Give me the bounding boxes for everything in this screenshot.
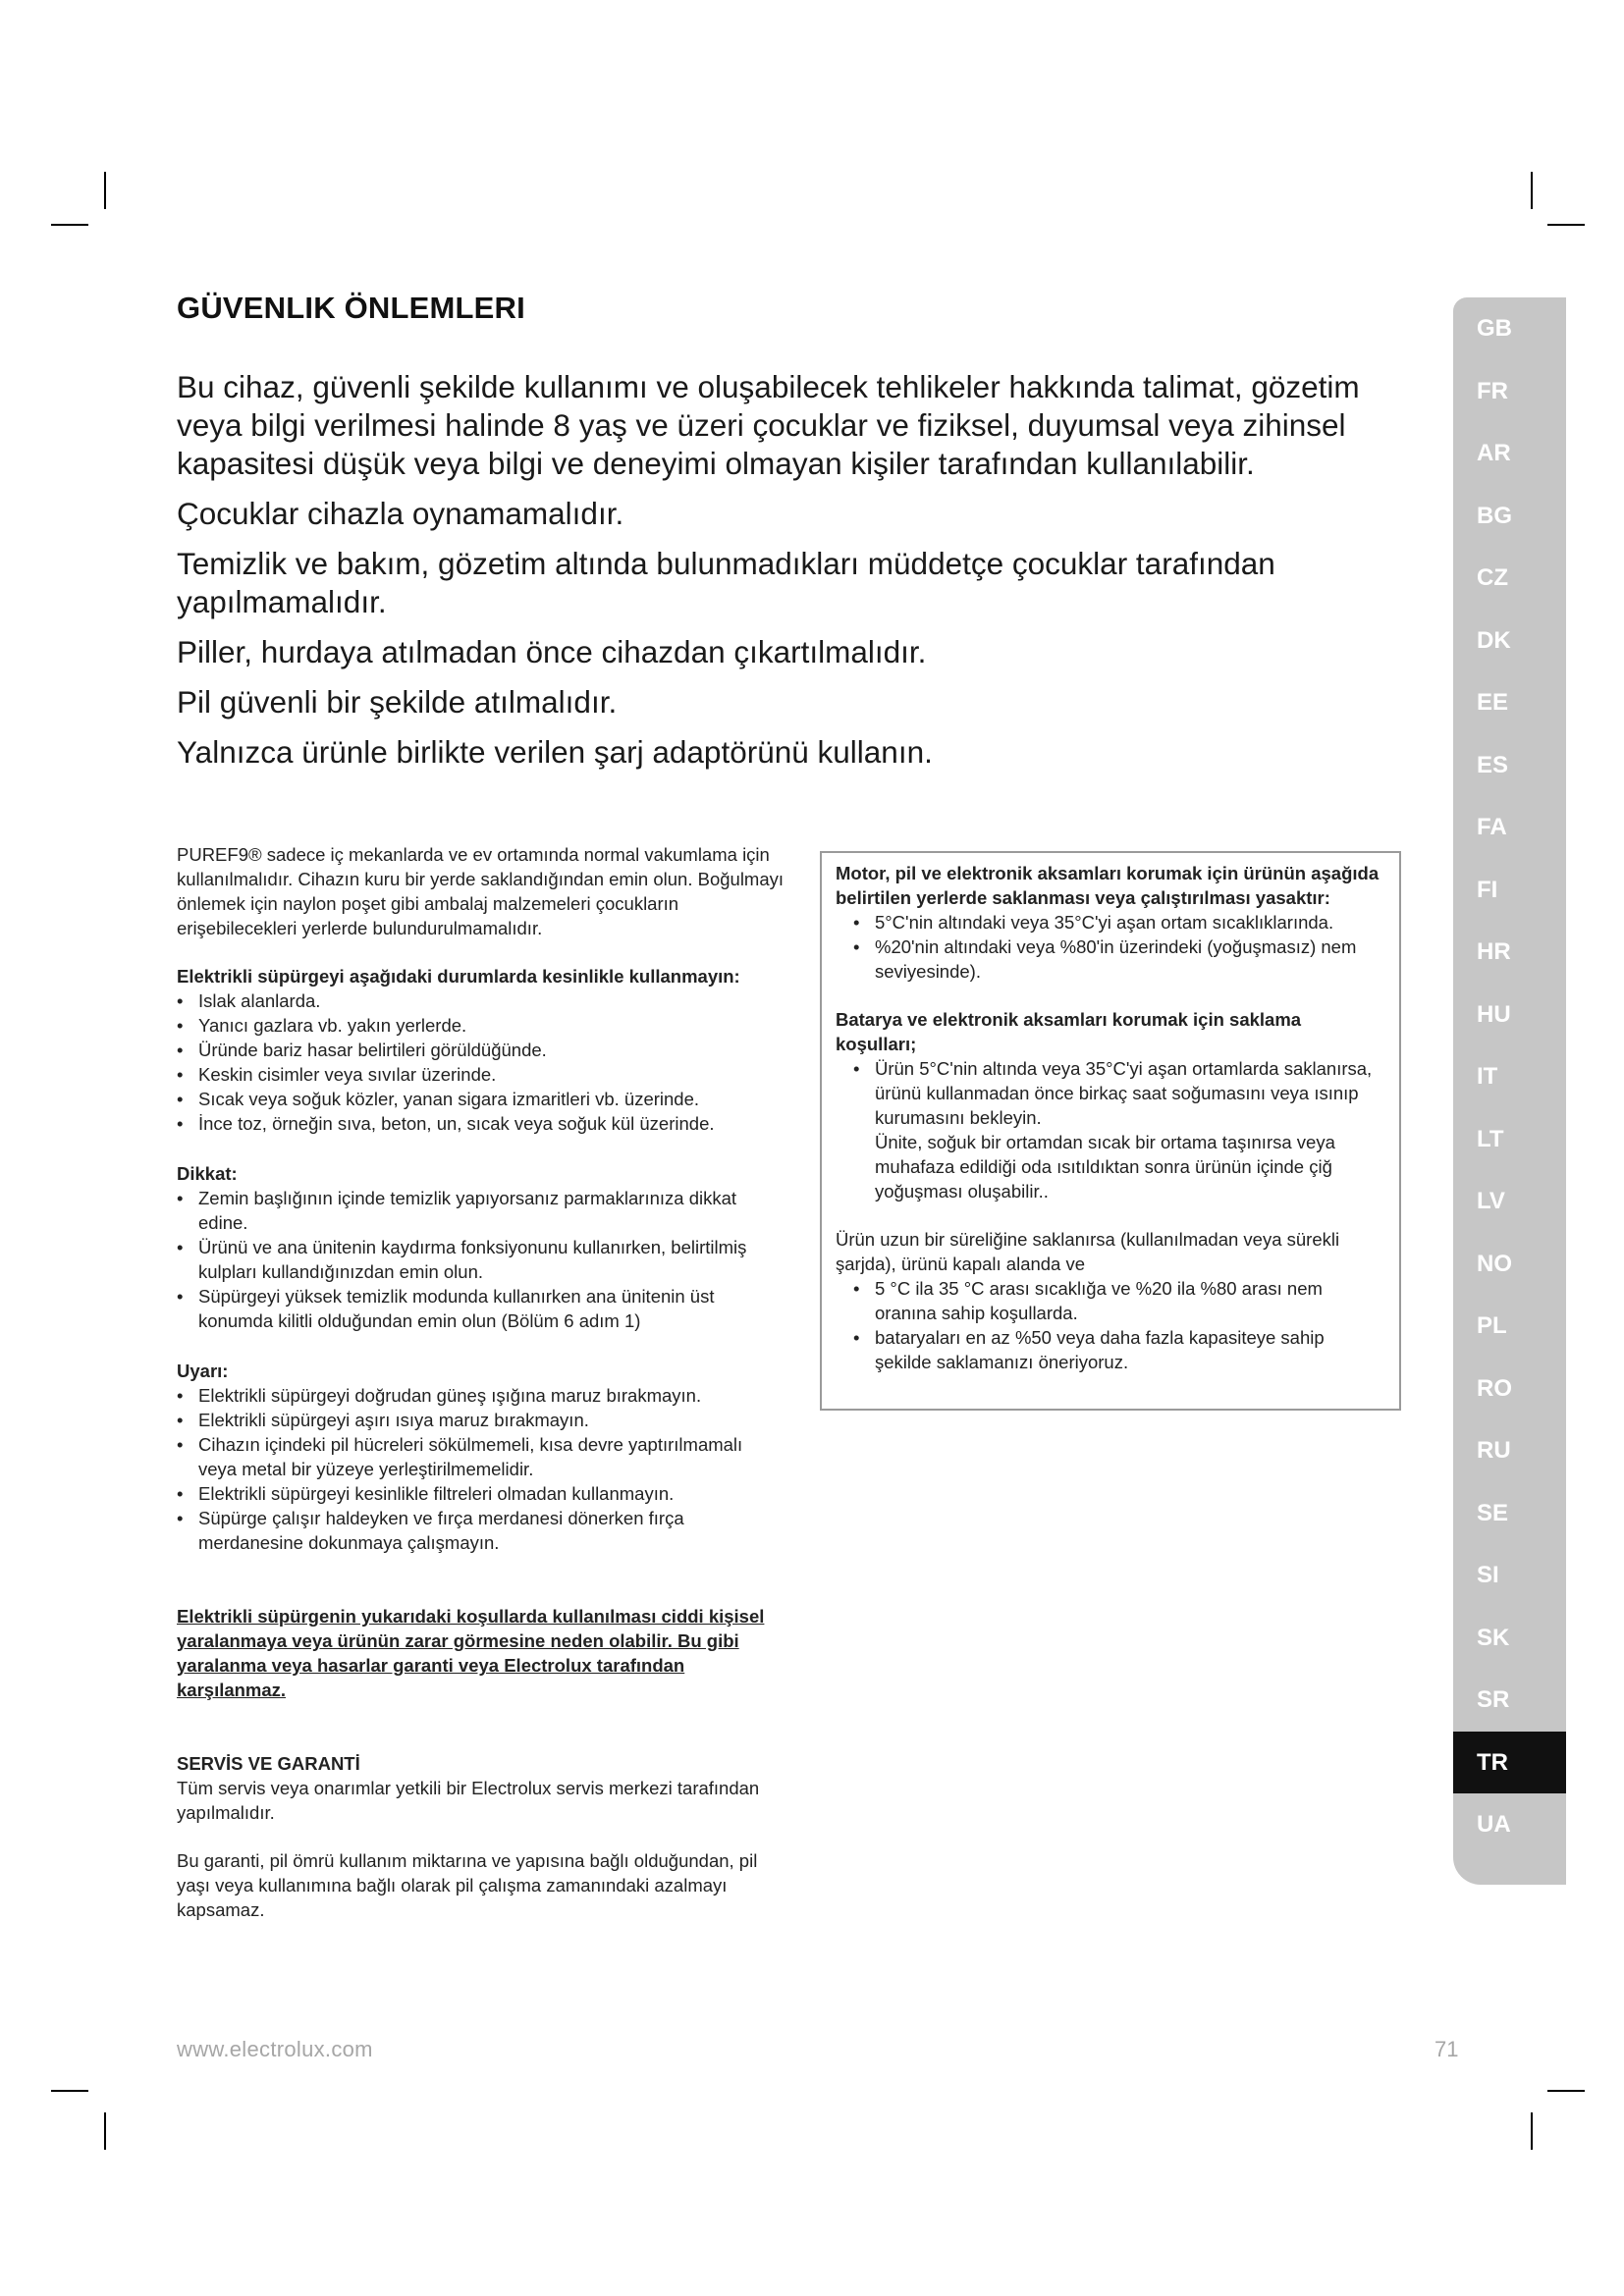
language-tab-ru[interactable]: RU [1477,1437,1511,1464]
page-title: GÜVENLIK ÖNLEMLERI [177,291,525,325]
warning-heading: Uyarı: [177,1361,229,1381]
crop-mark [1531,172,1533,209]
list-item: • Süpürgeyi yüksek temizlik modunda kullanırken ana ünitenin üst konumda kilitli olduğundan emin olun (Bölüm 6 adım 1) [177,1284,785,1333]
caution-heading: Dikkat: [177,1163,238,1184]
service-heading: SERVİS VE GARANTİ [177,1753,360,1774]
left-column [177,842,785,1922]
list-item: • 5 °C ila 35 °C arası sıcaklığa ve %20 ila %80 arası nem oranına sahip koşullarda. [853,1276,1385,1325]
intro-paragraph: Yalnızca ürünle birlikte verilen şarj adaptörünü kullanın. [177,734,933,770]
crop-mark [1531,2112,1533,2150]
language-tab-ee[interactable]: EE [1477,689,1509,716]
crop-mark [51,224,88,226]
intro-paragraph: Pil güvenli bir şekilde atılmalıdır. [177,684,618,720]
list-item: • Ürün 5°C'nin altında veya 35°C'yi aşan ortamlarda saklanırsa, ürünü kullanmadan önce birkaç saat soğumasını veya ısınıp kurumasını bekleyin. [853,1056,1385,1130]
long-storage-list [853,1276,1385,1374]
storage-list [853,1056,1385,1130]
language-tab-fa[interactable]: FA [1477,814,1507,840]
language-tab-it[interactable]: IT [1477,1063,1498,1090]
list-item: • Sıcak veya soğuk közler, yanan sigara izmaritleri vb. üzerinde. [177,1087,785,1111]
intro-section [177,368,1424,783]
list-item: • Ürünü ve ana ünitenin kaydırma fonksiyonunu kullanırken, belirtilmiş kulpları kullandığınızdan emin olun. [177,1235,785,1284]
prohibited-list [853,910,1385,984]
language-tab-se[interactable]: SE [1477,1499,1509,1526]
language-tab-fi[interactable]: FI [1477,876,1498,903]
list-item: • Elektrikli süpürgeyi doğrudan güneş ışığına maruz bırakmayın. [177,1383,785,1408]
storage-heading: Batarya ve elektronik aksamları korumak için saklama koşulları; [836,1009,1302,1054]
language-tab-sk[interactable]: SK [1477,1624,1510,1651]
long-storage-text: Ürün uzun bir süreliğine saklanırsa (kullanılmadan veya sürekli şarjda), ürünü kapalı alanda ve [836,1229,1340,1274]
intro-paragraph: Bu cihaz, güvenli şekilde kullanımı ve oluşabilecek tehlikeler hakkında talimat, gözetim veya bilgi verilmesi halinde 8 yaş ve üzeri çocuklar ve fiziksel, duyumsal veya zihinsel kapasitesi düşük veya bilgi ve deneyimi olmayan kişiler tarafından kullanılabilir. [177,369,1360,481]
storage-note: Ünite, soğuk bir ortamdan sıcak bir ortama taşınırsa veya muhafaza edildiği oda ısıtıldıktan sonra ürünün içinde çiğ yoğuşması oluşabilir.. [875,1132,1335,1201]
language-tab-fr[interactable]: FR [1477,377,1508,404]
language-tab-hu[interactable]: HU [1477,1000,1511,1028]
language-tab-sr[interactable]: SR [1477,1686,1510,1713]
crop-mark [104,2112,106,2150]
intro-paragraph: Piller, hurdaya atılmadan önce cihazdan çıkartılmalıdır. [177,634,927,669]
list-item: • 5°C'nin altındaki veya 35°C'yi aşan ortam sıcaklıklarında. [853,910,1385,934]
language-tab-bg[interactable]: BG [1477,502,1512,529]
language-tab-gb[interactable]: GB [1477,315,1512,342]
language-tab-lt[interactable]: LT [1477,1125,1504,1152]
list-item: • Yanıcı gazlara vb. yakın yerlerde. [177,1013,785,1038]
language-tab-dk[interactable]: DK [1477,626,1511,654]
language-tab-pl[interactable]: PL [1477,1312,1507,1339]
crop-mark [1547,2090,1585,2092]
warning-list [177,1383,785,1555]
footer-url[interactable]: www.electrolux.com [177,2037,373,2061]
list-item: • Elektrikli süpürgeyi kesinlikle filtreleri olmadan kullanmayın. [177,1481,785,1506]
list-item: • %20'nin altındaki veya %80'in üzerindeki (yoğuşmasız) nem seviyesinde). [853,934,1385,984]
language-tab-si[interactable]: SI [1477,1562,1499,1588]
do-not-use-list [177,988,785,1136]
page-number: 71 [1435,2037,1459,2061]
intro-paragraph: Temizlik ve bakım, gözetim altında bulunmadıkları müddetçe çocuklar tarafından yapılmamalıdır. [177,546,1275,619]
language-tab-cz[interactable]: CZ [1477,564,1508,591]
language-tab-ar[interactable]: AR [1477,440,1511,466]
language-tab-no[interactable]: NO [1477,1250,1512,1277]
list-item: • Cihazın içindeki pil hücreleri sökülmemeli, kısa devre yaptırılmamalı veya metal bir yüzeye yerleştirilmemelidir. [177,1432,785,1481]
service-paragraph: Bu garanti, pil ömrü kullanım miktarına ve yapısına bağlı olduğundan, pil yaşı veya kullanımına bağlı olarak pil çalışma zamanındaki azalmayı kapsamaz. [177,1850,758,1920]
list-item: • Üründe bariz hasar belirtileri görüldüğünde. [177,1038,785,1062]
prohibited-heading: Motor, pil ve elektronik aksamları korumak için ürünün aşağıda belirtilen yerlerde saklanması veya çalıştırılması yasaktır: [836,863,1380,908]
crop-mark [1547,224,1585,226]
list-item: • Süpürge çalışır haldeyken ve fırça merdanesi dönerken fırça merdanesine dokunmaya çalışmayın. [177,1506,785,1555]
language-tabs [1453,297,1566,1885]
list-item: • Elektrikli süpürgeyi aşırı ısıya maruz bırakmayın. [177,1408,785,1432]
language-tab-ro[interactable]: RO [1477,1374,1512,1402]
list-item: • Zemin başlığının içinde temizlik yapıyorsanız parmaklarınıza dikkat edine. [177,1186,785,1235]
service-paragraph: Tüm servis veya onarımlar yetkili bir Electrolux servis merkezi tarafından yapılmalıdır. [177,1778,760,1823]
language-tab-tr[interactable]: TR [1453,1732,1566,1794]
list-item: • Keskin cisimler veya sıvılar üzerinde. [177,1062,785,1087]
crop-mark [51,2090,88,2092]
language-tab-es[interactable]: ES [1477,751,1509,778]
language-tab-ua[interactable]: UA [1477,1811,1511,1838]
list-item: • bataryaları en az %50 veya daha fazla kapasiteye sahip şekilde saklamanızı öneriyoruz. [853,1325,1385,1374]
list-item: • Islak alanlarda. [177,988,785,1013]
storage-info-box [820,851,1401,1411]
warranty-warning: Elektrikli süpürgenin yukarıdaki koşullarda kullanılması ciddi kişisel yaralanmaya veya ürünün zarar görmesine neden olabilir. Bu gibi yaralanma veya hasarlar garanti veya Electrolux tarafından karşılanmaz. [177,1606,765,1700]
language-tab-hr[interactable]: HR [1477,938,1511,965]
caution-list [177,1186,785,1333]
usage-intro: PUREF9® sadece iç mekanlarda ve ev ortamında normal vakumlama için kullanılmalıdır. Cihazın kuru bir yerde saklandığından emin olun. Boğulmayı önlemek için naylon poşet gibi ambalaj malzemeleri çocukların erişebilecekleri yerlerde bulundurulmamalıdır. [177,844,785,938]
list-item: • İnce toz, örneğin sıva, beton, un, sıcak veya soğuk kül üzerinde. [177,1111,785,1136]
intro-paragraph: Çocuklar cihazla oynamamalıdır. [177,496,624,531]
crop-mark [104,172,106,209]
language-tab-lv[interactable]: LV [1477,1188,1505,1214]
do-not-use-heading: Elektrikli süpürgeyi aşağıdaki durumlarda kesinlikle kullanmayın: [177,966,740,987]
